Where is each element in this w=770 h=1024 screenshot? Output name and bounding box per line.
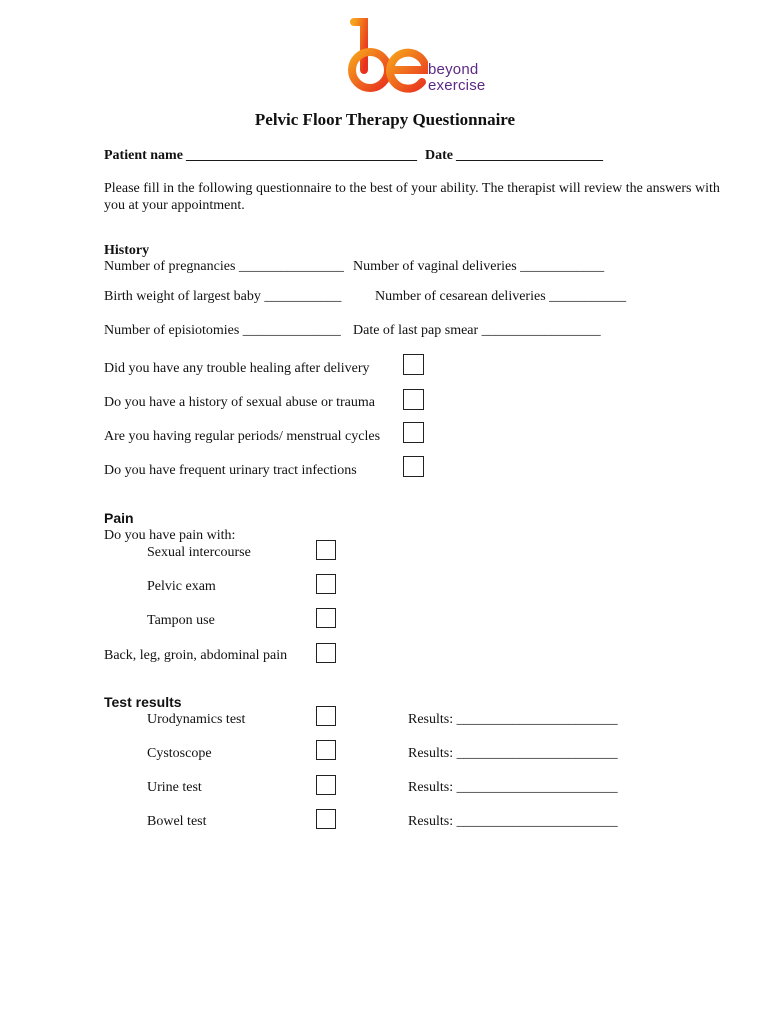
- pain-intercourse-checkbox[interactable]: [316, 540, 336, 560]
- pain-back-leg-label: Back, leg, groin, abdominal pain: [104, 648, 288, 663]
- urodynamics-test-label: Urodynamics test: [147, 712, 246, 727]
- pain-tampon-checkbox[interactable]: [316, 608, 336, 628]
- urine-test-label: Urine test: [147, 780, 202, 795]
- abuse-question-label: Do you have a history of sexual abuse or trauma: [104, 395, 375, 410]
- be-logo-mark-icon: [344, 18, 428, 98]
- bowel-test-checkbox[interactable]: [316, 809, 336, 829]
- logo-text-exercise: exercise: [428, 77, 486, 94]
- date-field[interactable]: _____________________: [456, 148, 603, 163]
- cystoscope-results-field[interactable]: Results: _______________________: [408, 746, 618, 761]
- pain-prompt: Do you have pain with:: [104, 528, 236, 543]
- pain-pelvic-exam-checkbox[interactable]: [316, 574, 336, 594]
- healing-question-label: Did you have any trouble healing after delivery: [104, 361, 370, 376]
- bowel-results-field[interactable]: Results: _______________________: [408, 814, 618, 829]
- healing-checkbox[interactable]: [403, 354, 424, 375]
- uti-checkbox[interactable]: [403, 456, 424, 477]
- pain-heading: Pain: [104, 510, 134, 526]
- test-results-heading: Test results: [104, 694, 182, 710]
- pap-smear-date-field[interactable]: Date of last pap smear _________________: [353, 323, 601, 338]
- beyond-exercise-logo: [344, 18, 504, 98]
- pain-intercourse-label: Sexual intercourse: [147, 545, 251, 560]
- page-title: Pelvic Floor Therapy Questionnaire: [254, 110, 516, 129]
- urine-test-checkbox[interactable]: [316, 775, 336, 795]
- date-label: Date: [425, 148, 453, 163]
- intro-text: Please fill in the following questionnaire to the best of your ability. The therapist will review the answers with you at your appointment.: [104, 181, 720, 213]
- logo-text-beyond: beyond: [428, 61, 479, 78]
- cesarean-deliveries-field[interactable]: Number of cesarean deliveries ___________: [375, 289, 627, 304]
- periods-question-label: Are you having regular periods/ menstrual cycles: [104, 429, 381, 444]
- uti-question-label: Do you have frequent urinary tract infections: [104, 463, 357, 478]
- urodynamics-results-field[interactable]: Results: _______________________: [408, 712, 618, 727]
- patient-name-field[interactable]: _________________________________: [186, 148, 417, 163]
- pain-pelvic-exam-label: Pelvic exam: [147, 579, 216, 594]
- periods-checkbox[interactable]: [403, 422, 424, 443]
- cystoscope-checkbox[interactable]: [316, 740, 336, 760]
- pregnancies-field[interactable]: Number of pregnancies _______________: [104, 259, 344, 274]
- history-heading: History: [104, 243, 150, 258]
- cystoscope-label: Cystoscope: [147, 746, 212, 761]
- pain-tampon-label: Tampon use: [147, 613, 215, 628]
- pain-back-leg-checkbox[interactable]: [316, 643, 336, 663]
- urodynamics-test-checkbox[interactable]: [316, 706, 336, 726]
- vaginal-deliveries-field[interactable]: Number of vaginal deliveries ____________: [353, 259, 605, 274]
- urine-results-field[interactable]: Results: _______________________: [408, 780, 618, 795]
- birth-weight-field[interactable]: Birth weight of largest baby ___________: [104, 289, 342, 304]
- patient-name-label: Patient name: [104, 148, 183, 163]
- abuse-checkbox[interactable]: [403, 389, 424, 410]
- bowel-test-label: Bowel test: [147, 814, 207, 829]
- episiotomies-field[interactable]: Number of episiotomies ______________: [104, 323, 341, 338]
